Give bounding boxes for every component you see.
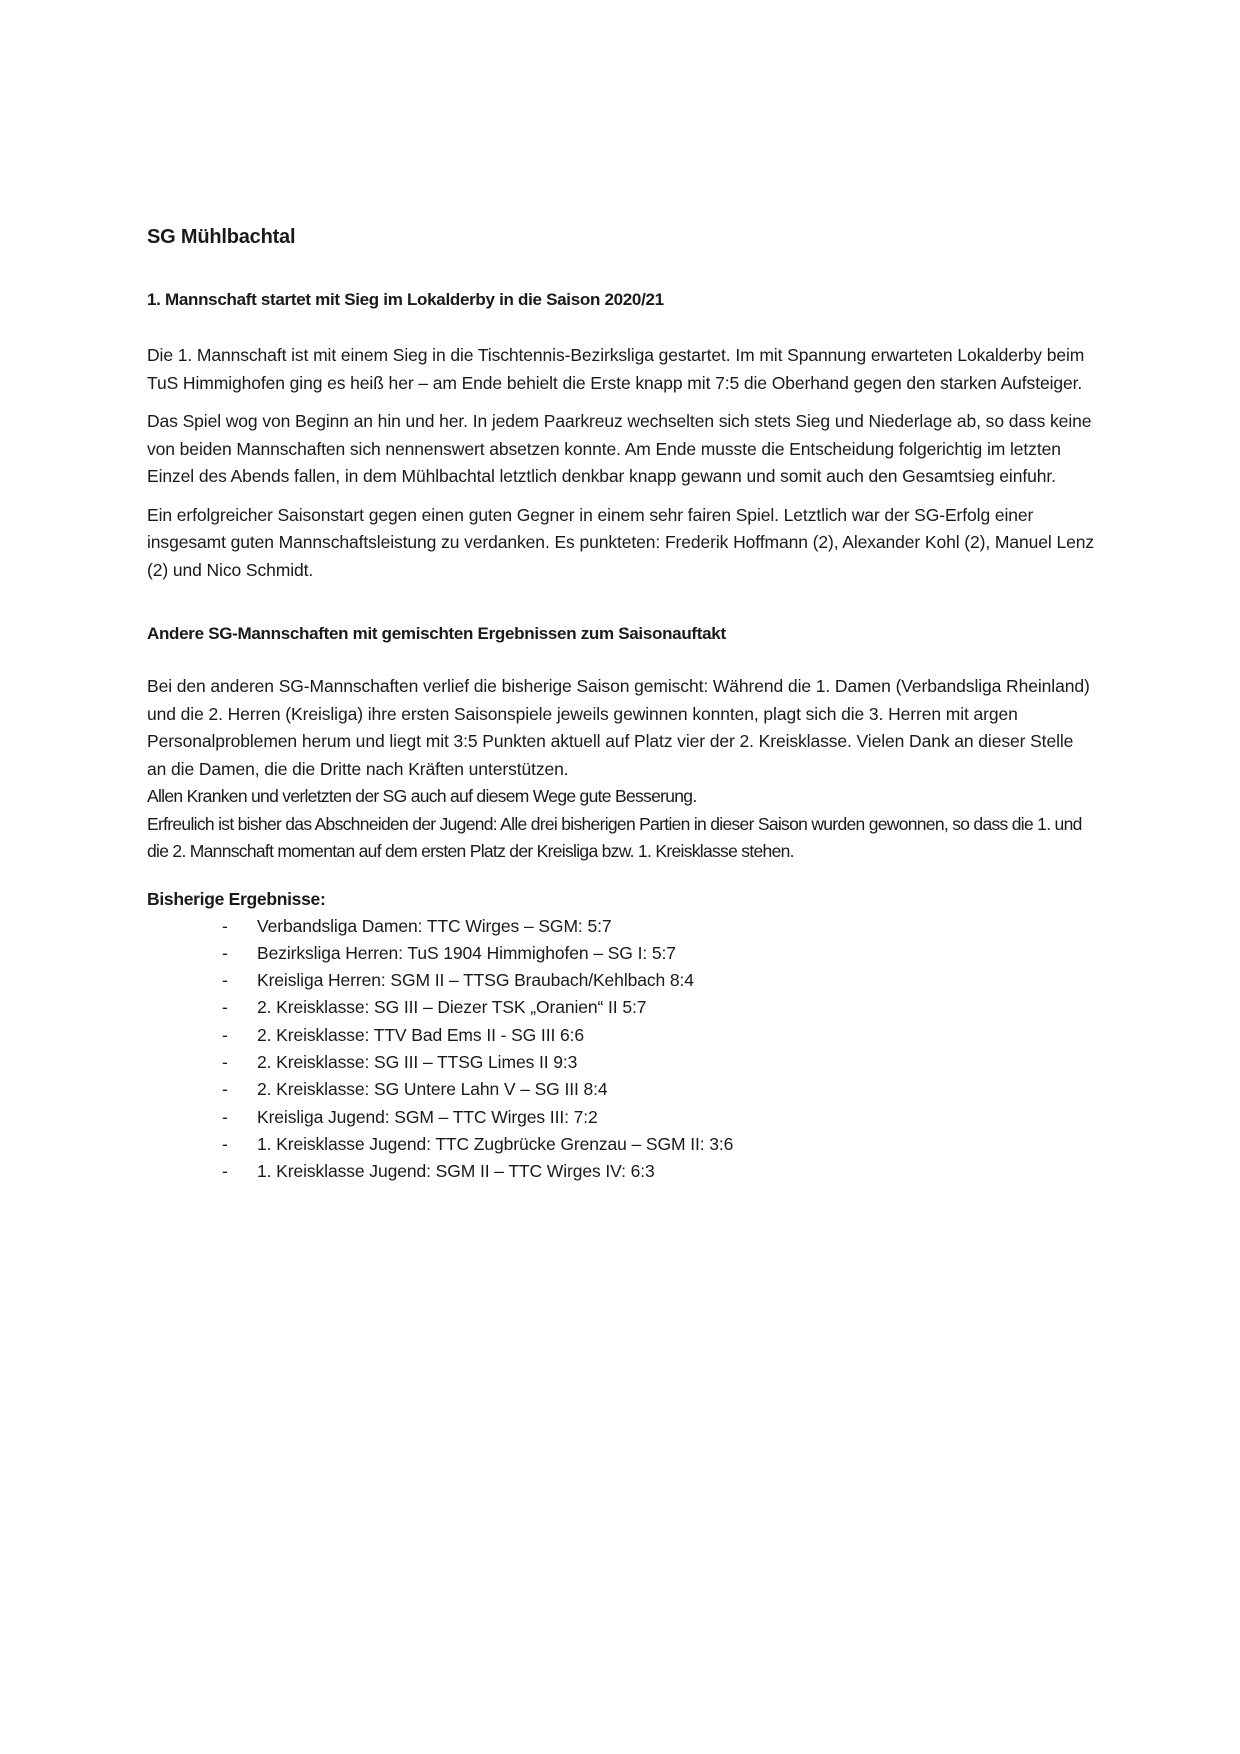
result-item xyxy=(147,940,1097,967)
result-item xyxy=(147,1158,1097,1185)
result-text: 2. Kreisklasse: SG III – Diezer TSK „Oranien“ II 5:7 xyxy=(257,997,647,1018)
paragraph-get-well: Allen Kranken und verletzten der SG auch auf diesem Wege gute Besserung. xyxy=(147,786,697,806)
paragraph-match-report: Das Spiel wog von Beginn an hin und her. In jedem Paarkreuz wechselten sich stets Sieg und Niederlage ab, so dass keine von beiden Mannschaften sich nennenswert absetzen konnte. Am Ende musste die Entscheidung folgerichtig im letzten Einzel des Abends fallen, in dem Mühlbachtal letztlich denkbar knapp gewann und somit auch den Gesamtsieg einfuhr. xyxy=(147,411,1092,486)
paragraph-youth: Erfreulich ist bisher das Abschneiden der Jugend: Alle drei bisherigen Partien in dieser Saison wurden gewonnen, so dass die 1. und die 2. Mannschaft momentan auf dem ersten Platz der Kreisliga bzw. 1. Kreisklasse stehen. xyxy=(147,813,1082,861)
list-bullet: - xyxy=(222,915,228,936)
result-item xyxy=(147,994,1097,1021)
list-bullet: - xyxy=(222,942,228,963)
result-text: Bezirksliga Herren: TuS 1904 Himmighofen – SG I: 5:7 xyxy=(257,942,676,963)
document-title: SG Mühlbachtal xyxy=(147,226,296,248)
result-text: Kreisliga Jugend: SGM – TTC Wirges III: 7:2 xyxy=(257,1106,598,1127)
result-text: 2. Kreisklasse: SG III – TTSG Limes II 9:3 xyxy=(257,1051,578,1072)
list-bullet: - xyxy=(222,1133,228,1154)
result-text: Kreisliga Herren: SGM II – TTSG Braubach/Kehlbach 8:4 xyxy=(257,970,694,991)
result-text: 1. Kreisklasse Jugend: TTC Zugbrücke Grenzau – SGM II: 3:6 xyxy=(257,1133,734,1154)
list-bullet: - xyxy=(222,970,228,991)
list-bullet: - xyxy=(222,1024,228,1045)
paragraph-other-teams: Bei den anderen SG-Mannschaften verlief die bisherige Saison gemischt: Während die 1. Damen (Verbandsliga Rheinland) und die 2. Herren (Kreisliga) ihre ersten Saisonspiele jeweils gewinnen konnten, plagt sich die 3. Herren mit argen Personalproblemen herum und liegt mit 3:5 Punkten aktuell auf Platz vier der 2. Kreisklasse. Vielen Dank an dieser Stelle an die Damen, die die Dritte nach Kräften unterstützen. xyxy=(147,676,1090,779)
result-text: 2. Kreisklasse: TTV Bad Ems II - SG III 6:6 xyxy=(257,1024,585,1045)
section-heading-other-teams: Andere SG-Mannschaften mit gemischten Ergebnissen zum Saisonauftakt xyxy=(147,624,726,643)
section-heading-first-team: 1. Mannschaft startet mit Sieg im Lokalderby in die Saison 2020/21 xyxy=(147,290,664,309)
result-item xyxy=(147,1076,1097,1103)
results-list xyxy=(147,913,1097,1186)
results-heading: Bisherige Ergebnisse: xyxy=(147,888,326,909)
result-item xyxy=(147,913,1097,940)
list-bullet: - xyxy=(222,997,228,1018)
list-bullet: - xyxy=(222,1079,228,1100)
result-item xyxy=(147,1131,1097,1158)
result-item xyxy=(147,967,1097,994)
list-bullet: - xyxy=(222,1051,228,1072)
result-text: Verbandsliga Damen: TTC Wirges – SGM: 5:7 xyxy=(257,915,612,936)
list-bullet: - xyxy=(222,1106,228,1127)
result-text: 2. Kreisklasse: SG Untere Lahn V – SG III 8:4 xyxy=(257,1079,608,1100)
paragraph-intro: Die 1. Mannschaft ist mit einem Sieg in die Tischtennis-Bezirksliga gestartet. Im mit Spannung erwarteten Lokalderby beim TuS Himmighofen ging es heiß her – am Ende behielt die Erste knapp mit 7:5 die Oberhand gegen den starken Aufsteiger. xyxy=(147,345,1085,393)
result-item xyxy=(147,1049,1097,1076)
result-text: 1. Kreisklasse Jugend: SGM II – TTC Wirges IV: 6:3 xyxy=(257,1161,655,1182)
document-page xyxy=(147,223,1097,1185)
other-teams-text xyxy=(147,673,1097,866)
result-item xyxy=(147,1104,1097,1131)
list-bullet: - xyxy=(222,1161,228,1182)
result-item xyxy=(147,1022,1097,1049)
paragraph-scorers: Ein erfolgreicher Saisonstart gegen einen guten Gegner in einem sehr fairen Spiel. Letztlich war der SG-Erfolg einer insgesamt guten Mannschaftsleistung zu verdanken. Es punkteten: Frederik Hoffmann (2), Alexander Kohl (2), Manuel Lenz (2) und Nico Schmidt. xyxy=(147,504,1095,580)
